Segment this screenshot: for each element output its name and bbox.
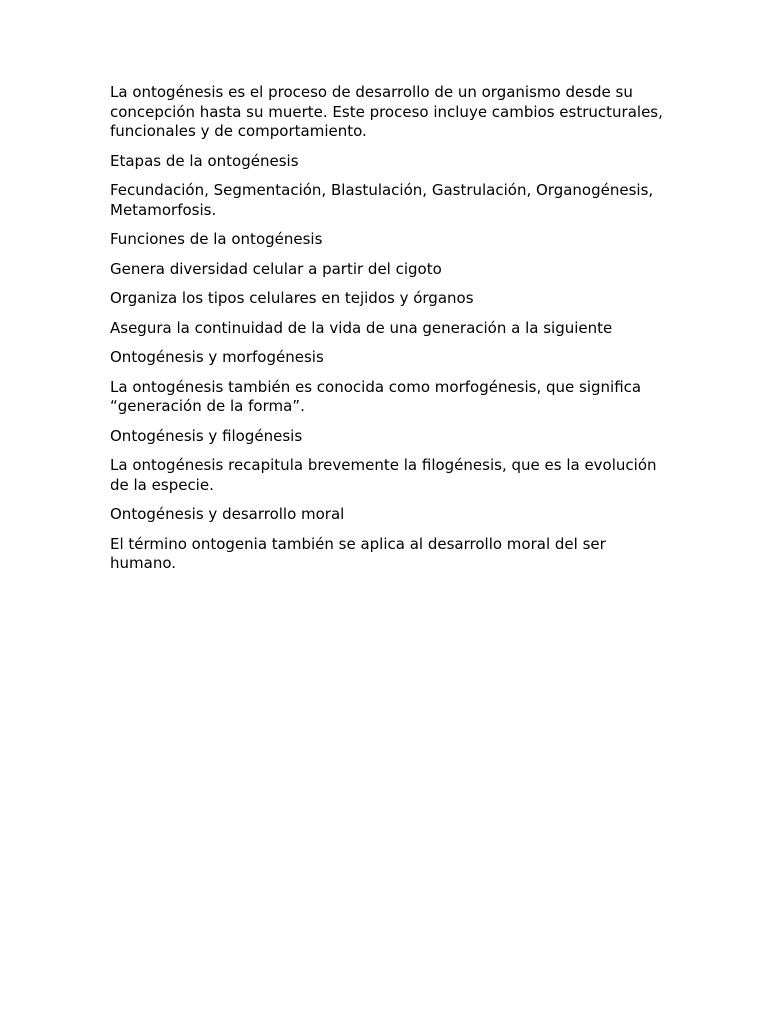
heading-moral-development: Ontogénesis y desarrollo moral xyxy=(110,505,345,523)
heading-phylogenesis: Ontogénesis y filogénesis xyxy=(110,426,303,445)
morphogenesis-paragraph: La ontogénesis también es conocida como morfogénesis, que significa “generación de la forma”. xyxy=(110,377,642,415)
intro-paragraph: La ontogénesis es el proceso de desarrollo de un organismo desde su concepción hasta su muerte. Este proceso incluye cambios estructurales, funcionales y de comportamiento. xyxy=(110,83,663,140)
heading-functions: Funciones de la ontogénesis xyxy=(110,230,323,248)
heading-morphogenesis: Ontogénesis y morfogénesis xyxy=(110,348,324,366)
function-item-organize: Organiza los tipos celulares en tejidos y órganos xyxy=(110,289,474,307)
function-item-diversity: Genera diversidad celular a partir del cigoto xyxy=(110,259,442,278)
stages-list-paragraph: Fecundación, Segmentación, Blastulación, Gastrulación, Organogénesis, Metamorfosis. xyxy=(110,181,654,219)
phylogenesis-paragraph: La ontogénesis recapitula brevemente la filogénesis, que es la evolución de la especie. xyxy=(110,456,657,494)
function-item-continuity: Asegura la continuidad de la vida de una generación a la siguiente xyxy=(110,318,613,337)
document-page xyxy=(110,83,670,584)
heading-stages: Etapas de la ontogénesis xyxy=(110,151,299,170)
moral-development-paragraph: El término ontogenia también se aplica al desarrollo moral del ser humano. xyxy=(110,534,606,572)
